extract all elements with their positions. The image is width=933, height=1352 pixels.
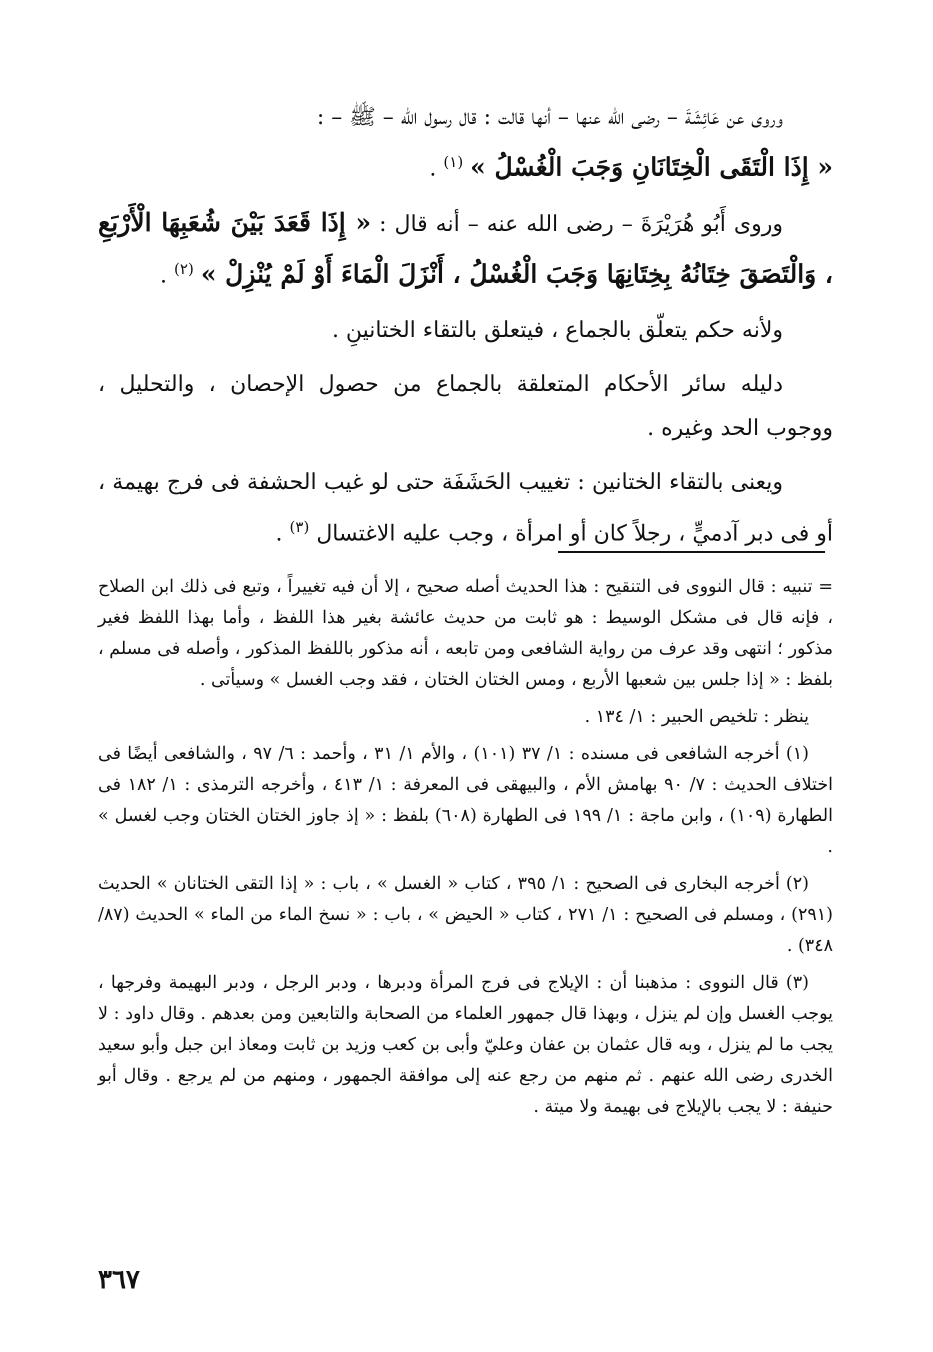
footnote-1: (١) أخرجه الشافعى فى مسنده : ١/ ٣٧ (١٠١) ، والأم ١/ ٣١ ، وأحمد : ٦/ ٩٧ ، والشافعى أيضًا فى اختلاف الحديث : ٧/ ٩٠ بهامش الأم ، والبيهقى فى المعرفة : ١/ ٤١٣ ، وأخرجه الترمذى : ١/ ١٨٢ فى الطهارة (١٠٩) ، وابن ماجة : ١/ ١٩٩ فى الطهارة (٦٠٨) بلفظ : « إذ جاوز الختان الختان وجب لغسل » .	[98, 744, 834, 857]
paragraph-aisha-hadith	[98, 96, 833, 191]
paragraph-text: وروى عن عَائِشَةَ – رضى الله عنها – أنها قالت : قال رسول الله – ﷺ – :	[316, 105, 783, 130]
punctuation: .	[160, 263, 175, 289]
footnote-3: (٣) قال النووى : مذهبنا أن : الإيلاج فى فرج المرأة ودبرها ، ودبر الرجل ، ودبر البهيمة وفرجها ، يوجب الغسل وإن لم ينزل ، وبهذا قال جمهور العلماء من الصحابة والتابعين ومن بعدهم . وقال داود : لا يجب ما لم ينزل ، وبه قال عثمان بن عفان وعليّ وأبى بن كعب وزيد بن ثابت ومعاذ ابن جبل وأبو سعيد الخدرى رضى الله عنهم . ثم منهم من رجع عنه إلى موافقة الجمهور ، ومنهم من لم يرجع . وقال أبو حنيفة : لا يجب بالإيلاج فى بهيمة ولا ميتة .	[98, 973, 833, 1117]
paragraph-text: ويعنى بالتقاء الختانين : تغييب الحَشَفَة حتى لو غيب الحشفة فى فرج بهيمة ، أو فى دبر آدميٍّ ، رجلاً كان أو امرأة ، وجب عليه الاغتسال	[98, 469, 833, 546]
paragraph-abu-hurayra-hadith	[98, 201, 833, 298]
paragraph-definition	[98, 461, 833, 556]
footnote-ref: (٢)	[174, 260, 194, 279]
hadith-quote: « إِذَا قَعَدَ بَيْنَ شُعَبِهَا الْأَرْبَعِ ، وَالْتَصَقَ خِتَانُهُ بِخِتَانِهَا وَجَبَ الْغُسْلُ ، أَنْزَلَ الْمَاءَ أَوْ لَمْ يُنْزِلْ »	[98, 208, 833, 289]
paragraph-text: وروى أَبُو هُرَيْرَةَ – رضى الله عنه – أنه قال :	[379, 212, 783, 238]
footnote-2: (٢) أخرجه البخارى فى الصحيح : ١/ ٣٩٥ ، كتاب « الغسل » ، باب : « إذا التقى الختانان » الحديث (٢٩١) ، ومسلم فى الصحيح : ١/ ٢٧١ ، كتاب « الحيض » ، باب : « نسخ الماء من الماء » الحديث (٨٧/ ٣٤٨) .	[98, 874, 833, 956]
footnote-source: ينظر : تلخيص الحبير : ١/ ١٣٤ .	[584, 707, 809, 727]
paragraph-text: دليله سائر الأحكام المتعلقة بالجماع من حصول الإحصان ، والتحليل ، ووجوب الحد وغيره .	[98, 371, 833, 441]
paragraph-reasoning	[98, 309, 833, 353]
punctuation: .	[275, 520, 290, 546]
paragraph-text: ولأنه حكم يتعلّق بالجماع ، فيتعلق بالتقاء الختانينِ .	[331, 317, 783, 343]
footnote-ref: (١)	[443, 153, 464, 171]
page-number: ٣٦٧	[98, 1265, 140, 1295]
hadith-quote: « إِذَا الْتَقَى الْخِتَانَانِ وَجَبَ الْغُسْلُ »	[470, 152, 833, 182]
footnote-divider	[558, 551, 825, 553]
footnote-ref: (٣)	[289, 517, 310, 536]
paragraph-evidence	[98, 363, 833, 451]
footnotes	[98, 572, 833, 1129]
footnote-continuation: = تنبيه : قال النووى فى التنقيح : هذا الحديث أصله صحيح ، إلا أن فيه تغييراً ، وتبع فى ذلك ابن الصلاح ، فإنه قال فى مشكل الوسيط : هو ثابت من حديث عائشة بغير هذا اللفظ ، وأما بهذا اللفظ فغير مذكور ؛ انتهى وقد عرف من رواية الشافعى ومن تابعه ، أنه مذكور باللفظ المذكور ، وأصله فى مسلم ، بلفظ : « إذا جلس بين شعبها الأربع ، ومس الختان الختان ، فقد وجب الغسل » وسيأتى .	[98, 577, 833, 690]
punctuation: .	[429, 156, 444, 182]
main-text	[98, 96, 833, 566]
